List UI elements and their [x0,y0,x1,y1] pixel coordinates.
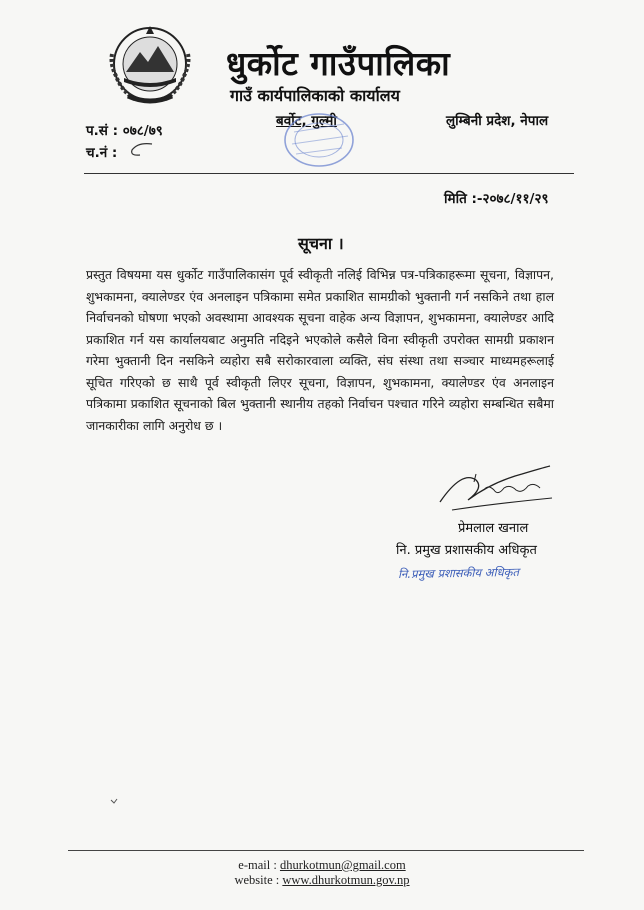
handwritten-mark-icon [126,140,156,158]
reference-number: प.सं : ०७८/७९ [86,123,163,139]
footer-website-line [0,873,644,888]
office-subtitle: गाउँ कार्यपालिकाको कार्यालय [230,86,400,105]
notice-body: प्रस्तुत विषयमा यस धुर्कोट गाउँपालिकासंग पूर्व स्वीकृती नलिई विभिन्न पत्र-पत्रिकाहरूमा सूचना, विज्ञापन, शुभकामना, क्यालेण्डर एंव अनलाइन पत्रिकामा समेत प्रकाशित सामग्रीको भुक्तानी गर्न नसकिने तथा हाल निर्वाचनको घोषणा भएको अवस्थामा आवश्यक सूचना वाहेक अन्य विज्ञापन, शुभकामना, क्यालेण्डर आदि प्रकाशित गर्न यस कार्यालयबाट अनुमति नदिइने भएकोले कसैले विना स्वीकृती उपरोक्त सामग्री प्रकाशन गरेमा भुक्तानी दिन नसकिने व्यहोरा सबै सरोकारवाला व्यक्ति, संघ संस्था तथा सञ्चार माध्यमहरूलाई सूचित गरिएको छ साथै पूर्व स्वीकृती लिएर सूचना, विज्ञापन, शुभकामना, क्यालेण्डर एंव अनलाइन पत्रिकामा प्रकाशित सूचनाको बिल भुक्तानी स्थानीय तहको निर्वाचन पश्चात गरिने व्यहोरा सम्बन्धित सबैमा जानकारीका लागि अनुरोध छ । [86,267,554,433]
province-address: लुम्बिनी प्रदेश, नेपाल [446,113,549,129]
stray-mark-icon [110,798,118,804]
header-divider [84,173,574,174]
dispatch-number-label: च.नं : [86,145,118,161]
website-label: website : [234,873,280,887]
letter-date: मिति :-२०७८/११/२९ [444,191,549,207]
handwritten-signature-icon [432,460,562,520]
signer-designation: नि. प्रमुख प्रशासकीय अधिकृत [396,543,537,558]
signer-name: प्रेमलाल खनाल [458,521,529,536]
municipality-title: धुर्कोट गाउँपालिका [226,44,451,83]
nepal-government-emblem-icon [106,22,194,106]
notice-heading: सूचना । [298,234,344,253]
office-seal-stamp-icon [264,110,374,172]
designation-stamp: नि.प्रमुख प्रशासकीय अधिकृत [397,564,520,582]
footer-email-line [0,858,644,873]
office-address: बर्वोट, गुल्मी [276,113,337,129]
email-label: e-mail : [238,858,277,872]
email-link[interactable]: dhurkotmun@gmail.com [279,858,406,872]
footer-divider [68,850,584,851]
website-link[interactable]: www.dhurkotmun.gov.np [282,873,410,887]
